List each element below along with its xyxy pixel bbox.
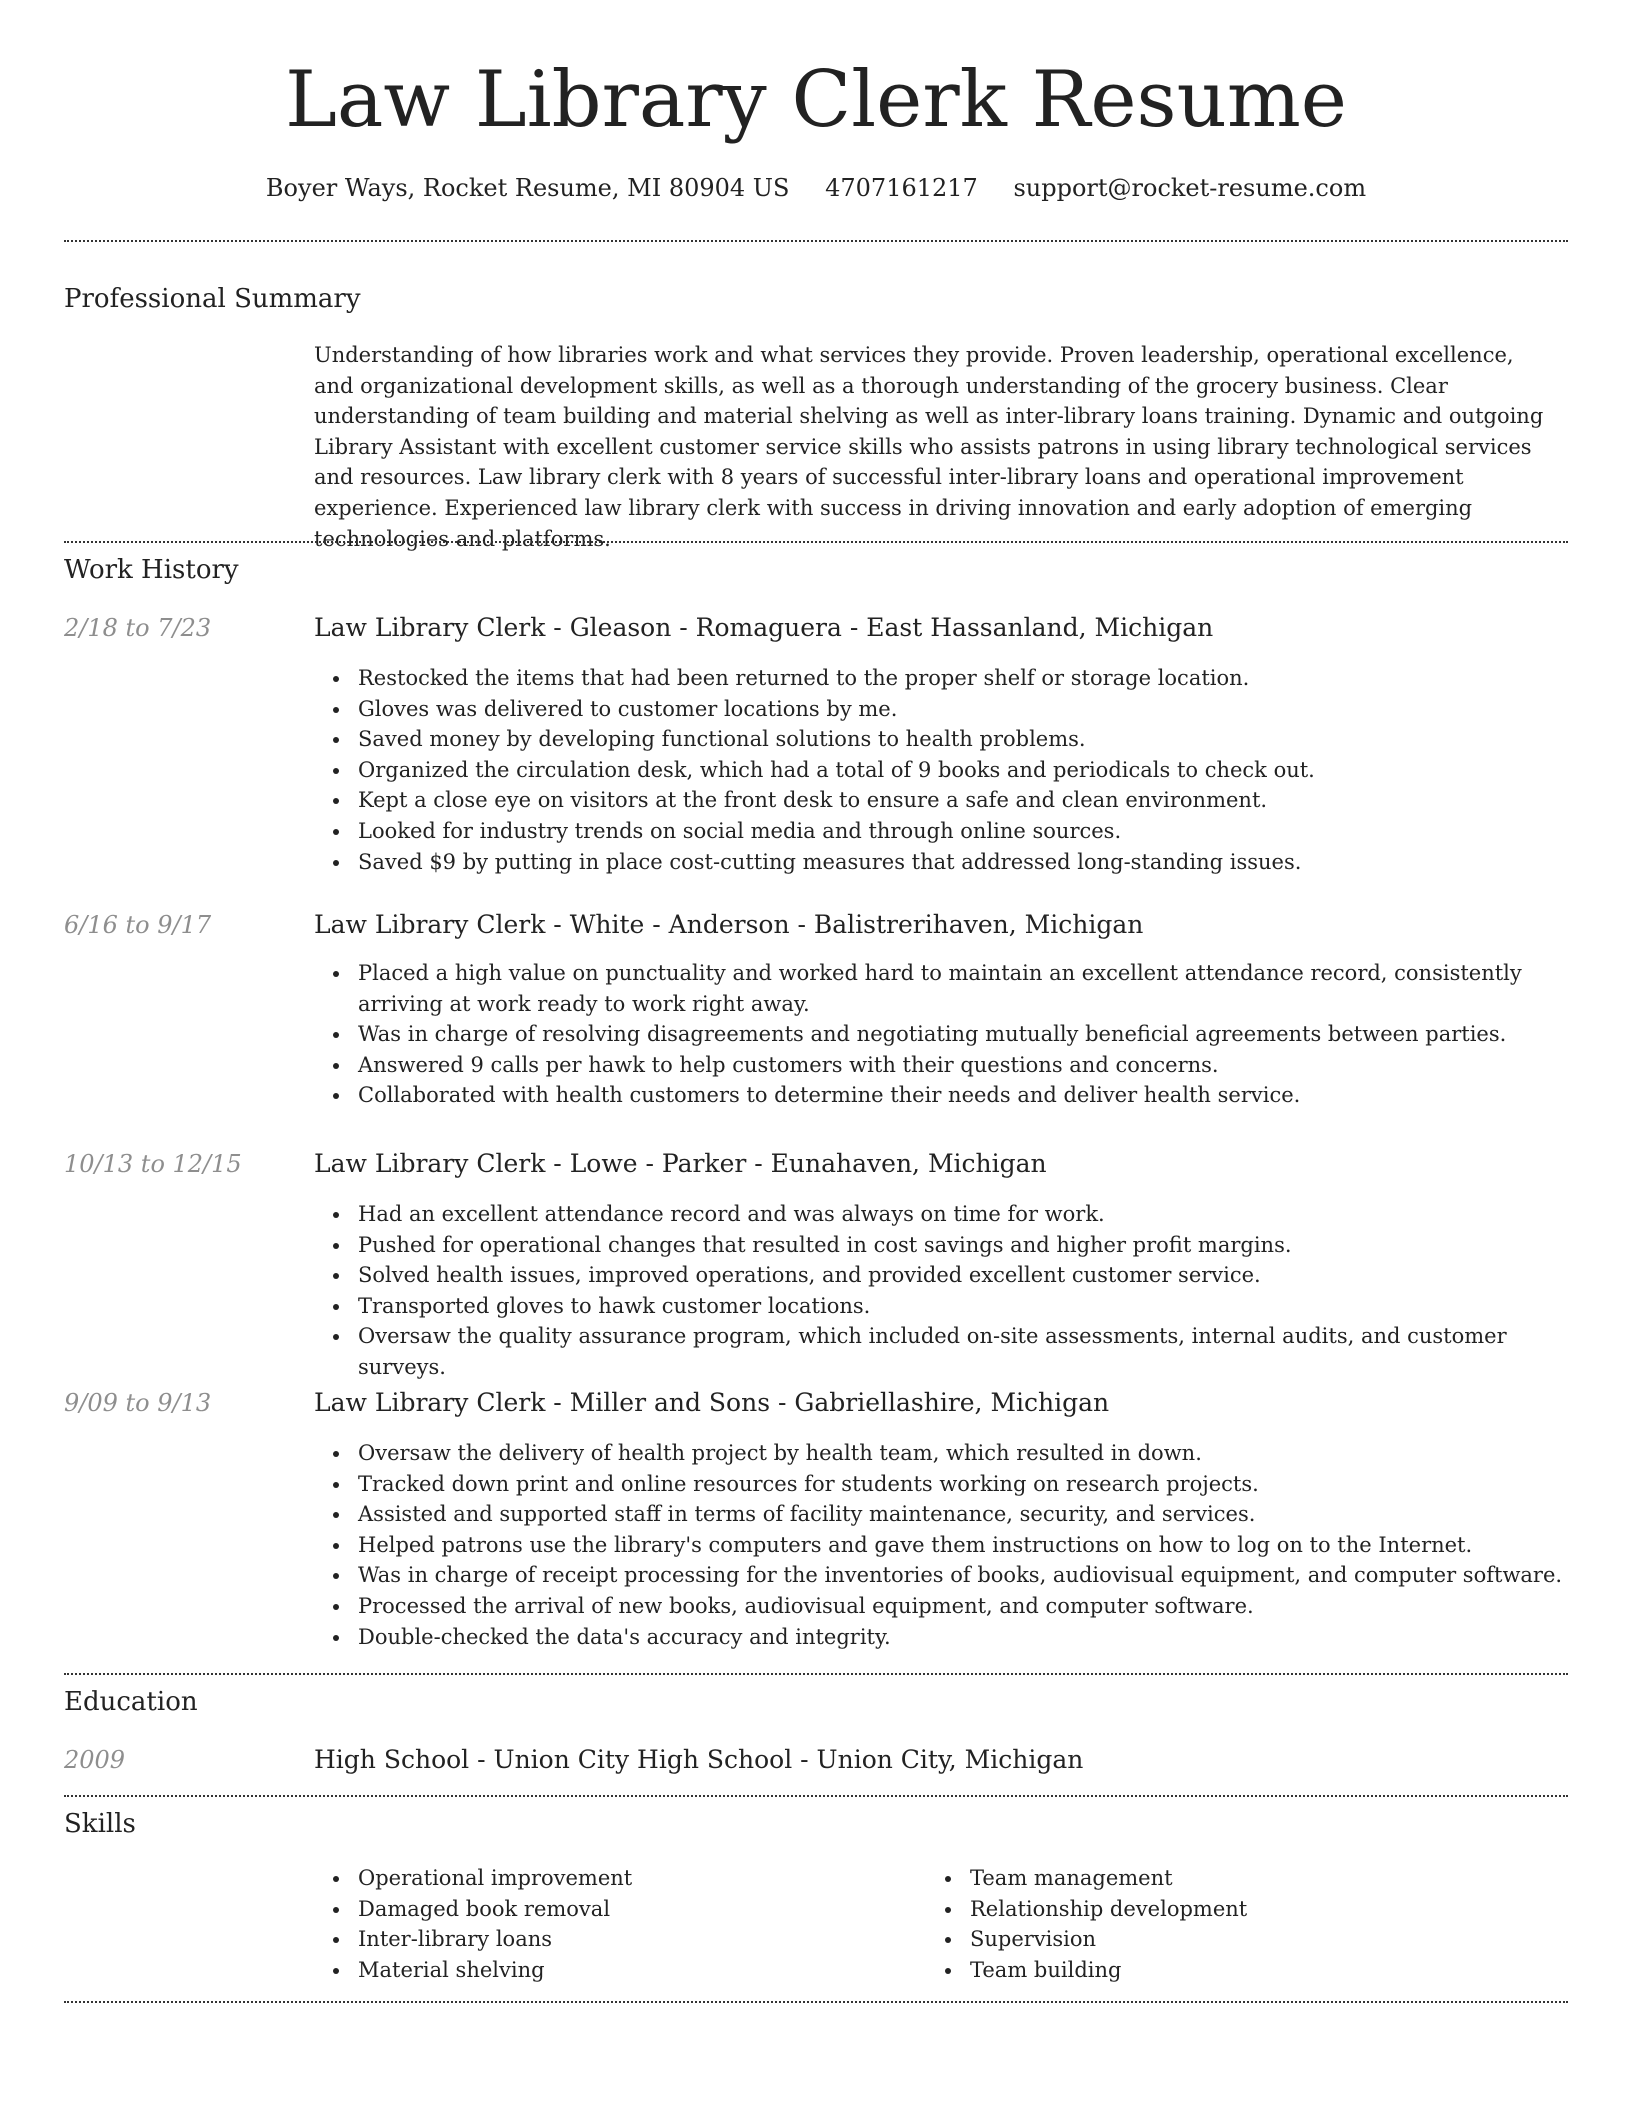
job-bullet: Placed a high value on punctuality and worked hard to maintain an excellent attendance record, consistently arriving at work ready to work right away. [358, 958, 1598, 1019]
job-bullet: Oversaw the quality assurance program, which included on-site assessments, internal audits, and customer surveys. [358, 1321, 1598, 1382]
job-bullet: Solved health issues, improved operations, and provided excellent customer service. [358, 1260, 1598, 1291]
job-dates: 2/18 to 7/23 [64, 614, 212, 642]
divider [64, 541, 1568, 543]
job-bullet: Had an excellent attendance record and was always on time for work. [358, 1199, 1598, 1230]
skill-item: Team building [970, 1955, 1530, 1986]
skill-item: Material shelving [358, 1955, 918, 1986]
job-bullet: Collaborated with health customers to determine their needs and deliver health service. [358, 1080, 1598, 1111]
job-bullet: Was in charge of receipt processing for the inventories of books, audiovisual equipment, and computer software. [358, 1560, 1598, 1591]
job-bullet: Transported gloves to hawk customer locations. [358, 1291, 1598, 1322]
job-bullet: Kept a close eye on visitors at the front desk to ensure a safe and clean environment. [358, 785, 1598, 816]
contact-phone: 4707161217 [825, 174, 978, 202]
job-bullets [314, 958, 1598, 1111]
job-bullet: Helped patrons use the library's computers and gave them instructions on how to log on to the Internet. [358, 1530, 1598, 1561]
skills-list-right [926, 1863, 1530, 1985]
job-title: Law Library Clerk - Gleason - Romaguera - East Hassanland, Michigan [314, 613, 1214, 642]
job-title: Law Library Clerk - Miller and Sons - Gabriellashire, Michigan [314, 1388, 1110, 1417]
education-heading: Education [64, 1687, 198, 1717]
job-bullet: Gloves was delivered to customer locations by me. [358, 694, 1598, 725]
skill-item: Inter-library loans [358, 1924, 918, 1955]
contact-email: support@rocket-resume.com [1013, 174, 1367, 202]
job-dates: 10/13 to 12/15 [64, 1150, 242, 1178]
summary-heading: Professional Summary [64, 284, 361, 314]
education-entry: High School - Union City High School - Union City, Michigan [314, 1745, 1084, 1774]
skill-item: Operational improvement [358, 1863, 918, 1894]
contact-line [64, 171, 1568, 205]
job-bullets [314, 1199, 1598, 1383]
skill-item: Supervision [970, 1924, 1530, 1955]
skills-heading: Skills [64, 1809, 136, 1839]
job-title: Law Library Clerk - Lowe - Parker - Eunahaven, Michigan [314, 1149, 1047, 1178]
job-bullets [314, 663, 1598, 877]
job-bullet: Pushed for operational changes that resulted in cost savings and higher profit margins. [358, 1230, 1598, 1261]
divider [64, 240, 1568, 242]
education-year: 2009 [64, 1746, 126, 1774]
job-bullet: Looked for industry trends on social media and through online sources. [358, 816, 1598, 847]
skill-item: Relationship development [970, 1894, 1530, 1925]
job-dates: 9/09 to 9/13 [64, 1389, 212, 1417]
job-bullet: Restocked the items that had been returned to the proper shelf or storage location. [358, 663, 1598, 694]
divider [64, 2001, 1568, 2003]
job-title: Law Library Clerk - White - Anderson - Balistrerihaven, Michigan [314, 910, 1144, 939]
job-bullet: Organized the circulation desk, which had a total of 9 books and periodicals to check out. [358, 755, 1598, 786]
job-bullets [314, 1438, 1598, 1652]
summary-text: Understanding of how libraries work and what services they provide. Proven leadership, operational excellence, and organizational development skills, as well as a thorough understanding of the grocery business. Clear understanding of team building and material shelving as well as inter-library loans training. Dynamic and outgoing Library Assistant with excellent customer service skills who assists patrons in using library technological services and resources. Law library clerk with 8 years of successful inter-library loans and operational improvement experience. Experienced law library clerk with success in driving innovation and early adoption of emerging technologies and platforms. [314, 343, 1544, 551]
skill-item: Team management [970, 1863, 1530, 1894]
job-bullet: Processed the arrival of new books, audiovisual equipment, and computer software. [358, 1591, 1598, 1622]
skills-list-left [314, 1863, 918, 1985]
job-bullet: Tracked down print and online resources for students working on research projects. [358, 1469, 1598, 1500]
job-bullet: Double-checked the data's accuracy and integrity. [358, 1622, 1598, 1653]
job-bullet: Answered 9 calls per hawk to help customers with their questions and concerns. [358, 1050, 1598, 1081]
contact-address: Boyer Ways, Rocket Resume, MI 80904 US [265, 174, 790, 202]
resume-page [64, 0, 1568, 2112]
divider [64, 1673, 1568, 1675]
work-history-heading: Work History [64, 555, 239, 585]
job-bullet: Assisted and supported staff in terms of facility maintenance, security, and services. [358, 1499, 1598, 1530]
resume-title: Law Library Clerk Resume [285, 55, 1347, 145]
job-bullet: Was in charge of resolving disagreements and negotiating mutually beneficial agreements between parties. [358, 1019, 1598, 1050]
divider [64, 1795, 1568, 1797]
job-bullet: Oversaw the delivery of health project by health team, which resulted in down. [358, 1438, 1598, 1469]
job-bullet: Saved money by developing functional solutions to health problems. [358, 724, 1598, 755]
job-dates: 6/16 to 9/17 [64, 911, 212, 939]
job-bullet: Saved $9 by putting in place cost-cutting measures that addressed long-standing issues. [358, 847, 1598, 878]
skill-item: Damaged book removal [358, 1894, 918, 1925]
